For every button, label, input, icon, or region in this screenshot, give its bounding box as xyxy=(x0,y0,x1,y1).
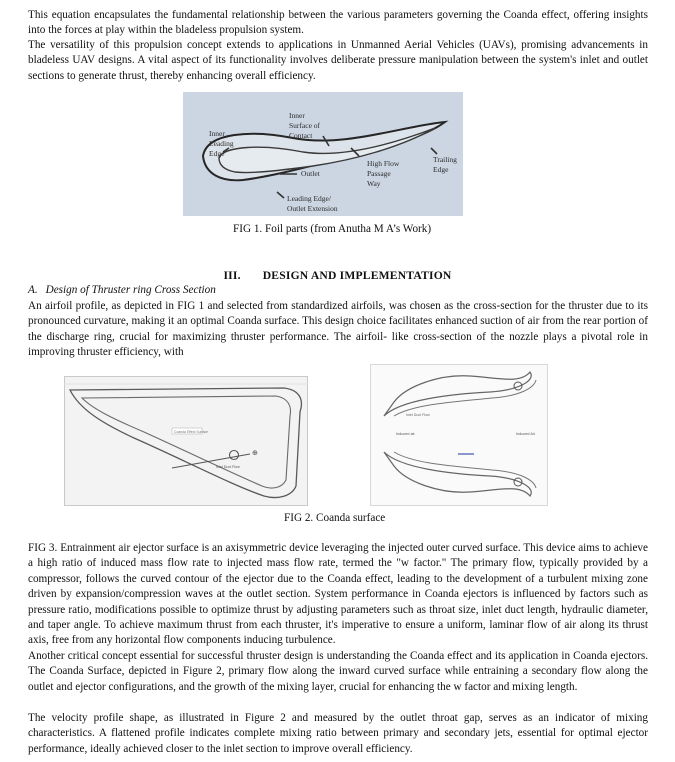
figure-2-left-panel xyxy=(64,376,308,506)
subsection-letter: A. xyxy=(28,284,38,296)
label-leading-edge-outlet-extension: Leading Edge/ Outlet Extension xyxy=(287,194,338,213)
left-note-label: Coanda Effect Surface xyxy=(174,430,209,434)
coanda-surface-left xyxy=(64,376,308,506)
paragraph-velocity-profile: The velocity profile shape, as illustrated in Figure 2 and measured by the outlet throat gap, serves as an indicator of mixing characteristics. A flattened profile indicates complete mixing ratio between primary and secondary jets, essential for optimal ejector performance, ideally achieved closer to the inlet section to improve overall efficiency. xyxy=(28,712,648,755)
label-inner-surface-of-contact: Inner Surface of Contact xyxy=(289,111,321,140)
subsection-title: Design of Thruster ring Cross Section xyxy=(45,284,216,296)
label-outlet: Outlet xyxy=(301,169,320,178)
right-top-label: Inlet Duct Flow xyxy=(406,413,430,417)
paragraph-entrainment-ejector: FIG 3. Entrainment air ejector surface is an axisymmetric device leveraging the injected outer curved surface. This device aims to achieve a high ratio of induced mass flow rate to injected mass flow rate, termed the "w factor." The primary flow, typically provided by a compressor, follows the curved contour of the ejector due to the Coanda effect, leading to the development of a turbulent mixing zone driven by expansion/compression waves at the outlet section. System performance in Coanda ejectors is influenced by factors such as pressure ratio, modifications possible to optimize thrust by adjusting parameters such as throat size, inlet duct length, hydraulic diameter, and taper angle. To achieve maximum thrust from each thruster, it's imperative to ensure a uniform, laminar flow of air along its thrust axis, free from any horizontal flow components inducing turbulence. xyxy=(28,542,648,647)
section-title: DESIGN AND IMPLEMENTATION xyxy=(262,269,452,282)
right-induced-air-left: Induced air xyxy=(396,432,415,436)
left-inlet-label: Inlet Duct Flow xyxy=(216,465,240,469)
paragraph-airfoil-profile: An airfoil profile, as depicted in FIG 1 and selected from standardized airfoils, was chosen as the cross-section for the thruster due to its pronounced curvature, making it an optimal Coanda surface. This design choice facilitates enhanced suction of air from the rear portion of the discharge ring, crucial for maximizing thruster performance. The airfoil- like cross-section of the nozzle plays a pivotal role in improving thruster efficiency, with xyxy=(28,300,648,359)
subsection-heading xyxy=(28,284,216,296)
figure-2-caption: FIG 2. Coanda surface xyxy=(284,512,386,524)
paragraph-coanda-ejectors: Another critical concept essential for successful thruster design is understanding the Coanda effect and its application in Coanda ejectors. The Coanda Surface, depicted in Figure 2, primary flow along the inward curved surface while entraining a secondary flow along the outlet and ejector configurations, and the growth of the mixing layer, crucial for enhancing the w factor and mixing length. xyxy=(28,650,648,693)
foil-diagram xyxy=(183,92,463,216)
svg-text:⊕: ⊕ xyxy=(252,450,258,457)
coanda-surface-right xyxy=(370,364,548,506)
right-induced-air-right: Induced Air xyxy=(516,432,535,436)
paragraph-uav-applications: The versatility of this propulsion concept extends to applications in Unmanned Aerial Vehicles (UAVs), promising advancements in bladeless UAV designs. A vital aspect of its functionality involves deliberate pressure manipulation between the system's inlet and outlet sections to generate thrust, thereby enhancing overall efficiency. xyxy=(28,39,648,82)
section-number: III. xyxy=(223,269,241,282)
section-heading xyxy=(0,269,675,282)
label-trailing-edge: Trailing Edge xyxy=(433,155,457,174)
figure-1-foil-parts xyxy=(183,92,463,216)
label-high-flow-passage-way: High Flow Passage Way xyxy=(367,159,400,188)
label-inner-leading-edge: Inner Leading Edge xyxy=(209,129,234,158)
paragraph-equation-summary: This equation encapsulates the fundamental relationship between the various parameters governing the Coanda effect, offering insights into the forces at play within the bladeless propulsion system. xyxy=(28,9,648,37)
figure-2-right-panel xyxy=(370,364,548,506)
figure-1-caption: FIG 1. Foil parts (from Anutha M A’s Work) xyxy=(233,223,432,235)
